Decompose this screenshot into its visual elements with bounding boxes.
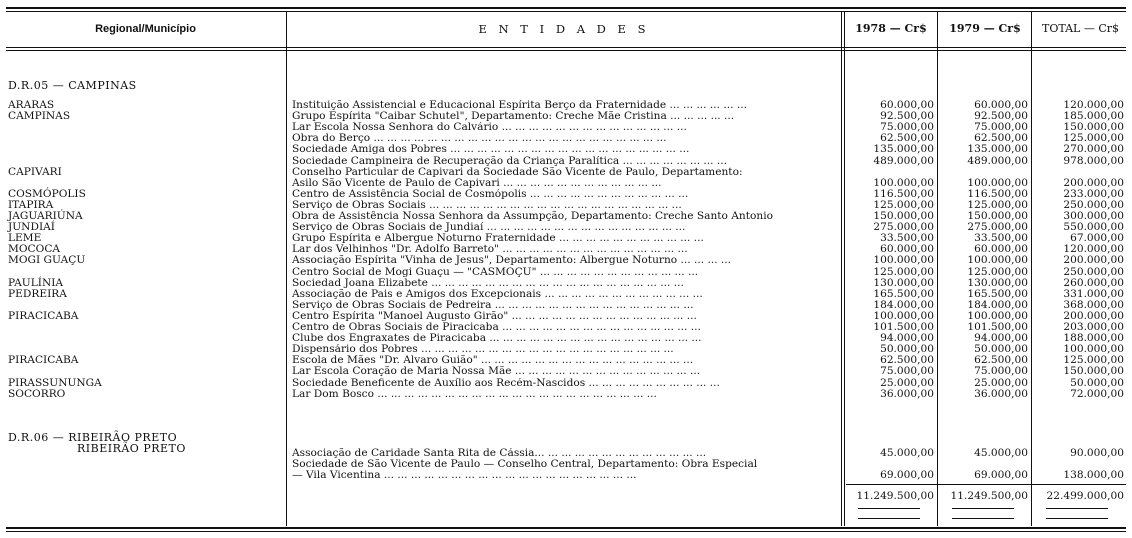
region-name: JUNDIAÍ	[8, 221, 55, 233]
value-1978: 101.500,00	[873, 321, 934, 333]
total-rule	[846, 484, 1126, 485]
header-entidades: E N T I D A D E S	[478, 22, 650, 36]
value-total: 138.000,00	[1063, 469, 1124, 481]
value-1979: 60.000,00	[974, 99, 1028, 111]
value-1978: 100.000,00	[873, 310, 934, 322]
table-row-entity: Centro Social de Mogi Guaçu — "CASMOÇU" ... ... ... ... ... ... ... ... ... ... ... ...	[292, 267, 699, 278]
total-sum: 22.499.000,00	[1046, 490, 1124, 502]
header-total: TOTAL — Cr$	[1041, 22, 1119, 35]
value-total: 200.000,00	[1063, 310, 1124, 322]
value-total: 100.000,00	[1063, 343, 1124, 355]
table-row-entity: Obra de Assistência Nossa Senhora da Assumpção, Departamento: Creche Santo Antonio	[292, 211, 773, 222]
column-divider-3	[937, 12, 938, 526]
value-1978: 62.500,00	[880, 132, 934, 144]
value-1978: 275.000,00	[873, 221, 934, 233]
value-1979: 150.000,00	[967, 210, 1028, 222]
value-1979: 135.000,00	[967, 143, 1028, 155]
region-city: RIBEIRÃO PRETO	[77, 442, 186, 455]
value-1979: 130.000,00	[967, 277, 1028, 289]
bottom-rule	[6, 527, 1126, 529]
value-1978: 60.000,00	[880, 99, 934, 111]
table-row-entity: — Vila Vicentina ... ... ... ... ... ... ... ... ... ... ... ... ... ... ... ... ... ... ...	[292, 470, 637, 481]
value-total: 331.000,00	[1063, 288, 1124, 300]
underline-1978-2	[858, 518, 920, 519]
table-row-entity: Instituição Assistencial e Educacional Espírita Berço da Fraternidade ... ... ... ... ... ...	[292, 100, 747, 111]
top-rule-thin	[6, 11, 1126, 12]
value-1978: 94.000,00	[880, 332, 934, 344]
value-1979: 489.000,00	[967, 155, 1028, 167]
value-1979: 25.000,00	[974, 377, 1028, 389]
bottom-rule-thin	[6, 531, 1126, 532]
table-row-entity: Sociedade de São Vicente de Paulo — Conselho Central, Departamento: Obra Especial	[292, 459, 758, 470]
top-rule	[6, 7, 1126, 9]
region-name: CAMPINAS	[8, 110, 71, 122]
table-row-entity: Escola de Mães "Dr. Alvaro Guião" ... ... ... ... ... ... ... ... ... ... ... ... ... ... ... ...	[292, 355, 694, 366]
value-1978: 33.500,00	[880, 232, 934, 244]
value-total: 260.000,00	[1063, 277, 1124, 289]
table-row-entity: Grupo Espírita e Albergue Noturno Fraternidade ... ... ... ... ... ... ... ... ... ... ...	[292, 233, 704, 244]
table-row-entity: Obra do Berço ... ... ... ... ... ... ... ... ... ... ... ... ... ... ... ... ... ... ... ... ... ...	[292, 133, 667, 144]
value-total: 50.000,00	[1070, 377, 1124, 389]
value-total: 300.000,00	[1063, 210, 1124, 222]
value-1978: 25.000,00	[880, 377, 934, 389]
value-1978: 135.000,00	[873, 143, 934, 155]
table-row-entity: Lar dos Velhinhos "Dr. Adolfo Barreto" ... ... ... ... ... ... ... ... ... ... ... ... ... ...	[292, 244, 688, 255]
value-total: 250.000,00	[1063, 266, 1124, 278]
header-rule-2	[6, 50, 1126, 51]
table-row-entity: Centro de Obras Sociais de Piracicaba ... ... ... ... ... ... ... ... ... ... ... ... ... ... ...	[292, 322, 701, 333]
value-1978: 125.000,00	[873, 266, 934, 278]
value-1978: 100.000,00	[873, 254, 934, 266]
value-1978: 165.500,00	[873, 288, 934, 300]
value-1979: 100.000,00	[967, 310, 1028, 322]
region-name: SOCORRO	[8, 388, 66, 400]
table-row-entity: Clube dos Engraxates de Piracicaba ... ... ... ... ... ... ... ... ... ... ... ... ... ... ... ...	[292, 333, 702, 344]
column-divider-2	[841, 12, 842, 526]
value-1979: 275.000,00	[967, 221, 1028, 233]
table-row-entity: Serviço de Obras Sociais ... ... ... ... ... ... ... ... ... ... ... ... ... ... ... ... ... ... ...	[292, 200, 682, 211]
value-total: 188.000,00	[1063, 332, 1124, 344]
value-1979: 62.500,00	[974, 354, 1028, 366]
value-1978: 75.000,00	[880, 365, 934, 377]
region-name: PAULÍNIA	[8, 277, 64, 289]
value-1979: 36.000,00	[974, 388, 1028, 400]
region-name: LEME	[8, 232, 42, 244]
value-1978: 50.000,00	[880, 343, 934, 355]
table-row-entity: Sociedade Campineira de Recuperação da Criança Paralítica ... ... ... ... ... ... ... ...	[292, 156, 728, 167]
region-name: MOCOCA	[8, 243, 61, 255]
region-name: MOGI GUAÇU	[8, 254, 86, 266]
value-total: 120.000,00	[1063, 99, 1124, 111]
value-1979: 92.500,00	[974, 110, 1028, 122]
table-row-entity: Associação de Caridade Santa Rita de Cássia... ... ... ... ... ... ... ... ... ... ... ... ...	[292, 448, 707, 459]
header-rule	[6, 47, 1126, 48]
table-row-entity: Lar Escola Coração de Maria Nossa Mãe ... ... ... ... ... ... ... ... ... ... ... ... ... ...	[292, 366, 701, 377]
value-1978: 116.500,00	[873, 188, 934, 200]
value-1978: 150.000,00	[873, 210, 934, 222]
header-1979: 1979 — Cr$	[949, 22, 1021, 35]
value-total: 270.000,00	[1063, 143, 1124, 155]
value-1979: 50.000,00	[974, 343, 1028, 355]
header-regional: Regional/Município	[95, 23, 196, 35]
value-1979: 100.000,00	[967, 177, 1028, 189]
value-total: 125.000,00	[1063, 132, 1124, 144]
underline-1979	[952, 508, 1014, 509]
value-total: 203.000,00	[1063, 321, 1124, 333]
table-row-entity: Lar Dom Bosco ... ... ... ... ... ... ... ... ... ... ... ... ... ... ... ... ... ... ... ... ...	[292, 389, 657, 400]
value-total: 368.000,00	[1063, 299, 1124, 311]
table-row-entity: Serviço de Obras Sociais de Jundiaí ... ... ... ... ... ... ... ... ... ... ... ... ... ... ...	[292, 222, 686, 233]
value-1978: 36.000,00	[880, 388, 934, 400]
underline-total-2	[1046, 518, 1108, 519]
value-1979: 75.000,00	[974, 121, 1028, 133]
value-total: 550.000,00	[1063, 221, 1124, 233]
column-divider-4	[1031, 12, 1032, 526]
region-name: PIRACICABA	[8, 354, 79, 366]
table-row-entity: Associação Espírita "Vinha de Jesus", Departamento: Albergue Noturno ... ... ... ...	[292, 255, 732, 266]
value-1979: 116.500,00	[967, 188, 1028, 200]
value-1979: 69.000,00	[974, 469, 1028, 481]
underline-1978	[858, 508, 920, 509]
value-1978: 75.000,00	[880, 121, 934, 133]
table-row-entity: Grupo Espírita "Caibar Schutel", Departamento: Creche Mãe Cristina ... ... ... ... ...	[292, 111, 735, 122]
value-1978: 489.000,00	[873, 155, 934, 167]
value-total: 250.000,00	[1063, 199, 1124, 211]
region-name: ARARAS	[8, 99, 55, 111]
value-1979: 60.000,00	[974, 243, 1028, 255]
value-1979: 165.500,00	[967, 288, 1028, 300]
region-name: JAGUARIÚNA	[8, 210, 83, 222]
value-1979: 101.500,00	[967, 321, 1028, 333]
table-row-entity: Sociedad Joana Elizabete ... ... ... ... ... ... ... ... ... ... ... ... ... ... ... ... ... ... ...	[292, 278, 684, 289]
total-1979: 11.249.500,00	[950, 490, 1028, 502]
column-divider-1	[286, 12, 287, 526]
table-row-entity: Centro de Assistência Social de Cosmópolis ... ... ... ... ... ... ... ... ... ... ... ...	[292, 189, 689, 200]
value-total: 185.000,00	[1063, 110, 1124, 122]
table-row-entity: Asilo São Vicente de Paulo de Capivari ... ... ... ... ... ... ... ... ... ... ... ...	[292, 178, 662, 189]
value-total: 125.000,00	[1063, 354, 1124, 366]
value-total: 67.000,00	[1070, 232, 1124, 244]
underline-total	[1046, 508, 1108, 509]
value-1978: 69.000,00	[880, 469, 934, 481]
value-1979: 125.000,00	[967, 266, 1028, 278]
section-label: D.R.06 — RIBEIRÃO PRETO	[8, 431, 178, 444]
value-total: 150.000,00	[1063, 121, 1124, 133]
region-name: COSMÓPOLIS	[8, 188, 86, 200]
value-total: 72.000,00	[1070, 388, 1124, 400]
value-1978: 45.000,00	[880, 447, 934, 459]
value-1978: 130.000,00	[873, 277, 934, 289]
total-1978: 11.249.500,00	[856, 490, 934, 502]
table-row-entity: Lar Escola Nossa Senhora do Calvário ... ... ... ... ... ... ... ... ... ... ... ... ... ...	[292, 122, 687, 133]
value-1978: 92.500,00	[880, 110, 934, 122]
header-1978: 1978 — Cr$	[855, 22, 927, 35]
value-1978: 125.000,00	[873, 199, 934, 211]
table-row-entity: Serviço de Obras Sociais de Pedreira ... ... ... ... ... ... ... ... ... ... ... ... ... ... ...	[292, 300, 694, 311]
value-1979: 45.000,00	[974, 447, 1028, 459]
section-label: D.R.05 — CAMPINAS	[8, 79, 137, 92]
value-1979: 100.000,00	[967, 254, 1028, 266]
table-row-entity: Sociedade Amiga dos Pobres ... ... ... ... ... ... ... ... ... ... ... ... ... ... ... ... ... ...	[292, 144, 690, 155]
table-row-entity: Conselho Particular de Capivari da Sociedade São Vicente de Paulo, Departamento:	[292, 167, 743, 178]
value-total: 150.000,00	[1063, 365, 1124, 377]
value-1979: 33.500,00	[974, 232, 1028, 244]
table-row-entity: Centro Espírita "Manoel Augusto Girão" ... ... ... ... ... ... ... ... ... ... ... ... ... ...	[292, 311, 697, 322]
underline-1979-2	[952, 518, 1014, 519]
region-name: CAPIVARI	[8, 166, 62, 178]
value-total: 90.000,00	[1070, 447, 1124, 459]
value-total: 200.000,00	[1063, 177, 1124, 189]
value-total: 978.000,00	[1063, 155, 1124, 167]
region-name: ITAPIRA	[8, 199, 54, 211]
value-1979: 184.000,00	[967, 299, 1028, 311]
value-1979: 94.000,00	[974, 332, 1028, 344]
region-name: PEDREIRA	[8, 288, 67, 300]
value-total: 200.000,00	[1063, 254, 1124, 266]
table-row-entity: Associação de Pais e Amigos dos Excepcionais ... ... ... ... ... ... ... ... ... ... ... ...	[292, 289, 703, 300]
value-total: 120.000,00	[1063, 243, 1124, 255]
value-1979: 125.000,00	[967, 199, 1028, 211]
region-name: PIRASSUNUNGA	[8, 377, 102, 389]
value-1979: 75.000,00	[974, 365, 1028, 377]
value-1978: 100.000,00	[873, 177, 934, 189]
table-row-entity: Sociedade Beneficente de Auxílio aos Recém-Nascidos ... ... ... ... ... ... ... ... ... ...	[292, 378, 720, 389]
table-row-entity: Dispensário dos Pobres ... ... ... ... ... ... ... ... ... ... ... ... ... ... ... ... ... ... ...	[292, 344, 674, 355]
value-1978: 60.000,00	[880, 243, 934, 255]
value-1978: 62.500,00	[880, 354, 934, 366]
region-name: PIRACICABA	[8, 310, 79, 322]
value-total: 233.000,00	[1063, 188, 1124, 200]
value-1979: 62.500,00	[974, 132, 1028, 144]
value-1978: 184.000,00	[873, 299, 934, 311]
